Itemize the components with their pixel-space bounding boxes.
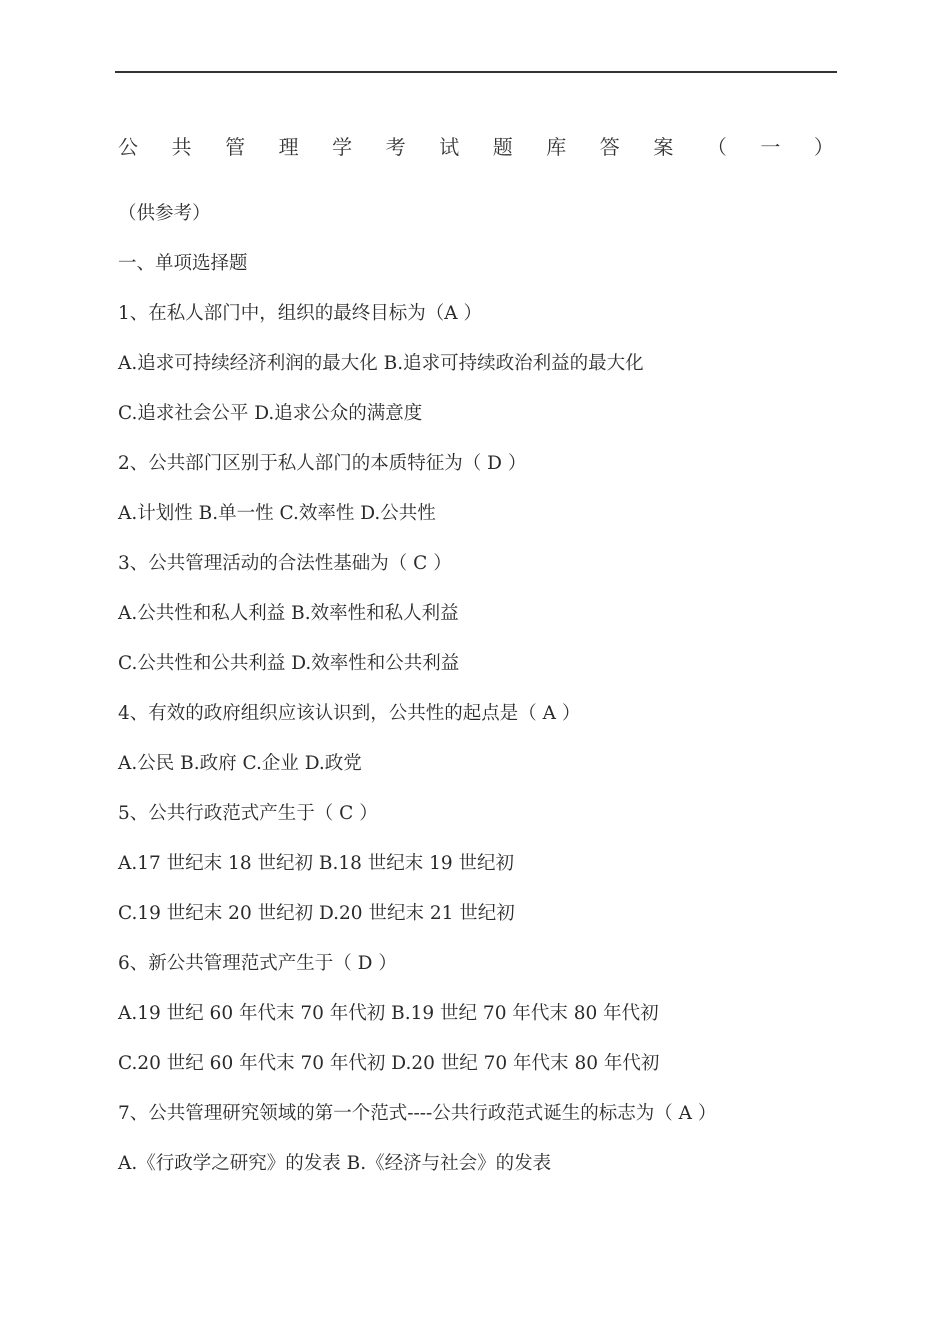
title-char: 一 <box>760 134 781 159</box>
question-7-options-ab: A.《行政学之研究》的发表 B.《经济与社会》的发表 <box>118 1153 552 1174</box>
title-char: 案 <box>653 134 674 159</box>
title-char: 学 <box>332 134 353 159</box>
title-char: 试 <box>439 134 460 159</box>
question-2: 2、公共部门区别于私人部门的本质特征为（ D ） <box>118 453 527 474</box>
section-heading: 一、单项选择题 <box>118 253 248 274</box>
question-3: 3、公共管理活动的合法性基础为（ C ） <box>118 553 452 574</box>
question-7: 7、公共管理研究领域的第一个范式----公共行政范式诞生的标志为（ A ） <box>118 1103 717 1124</box>
question-5: 5、公共行政范式产生于（ C ） <box>118 803 378 824</box>
question-4-options: A.公民 B.政府 C.企业 D.政党 <box>118 753 362 774</box>
title-char: 答 <box>599 134 620 159</box>
title-char: ） <box>813 134 834 159</box>
question-6-options-ab: A.19 世纪 60 年代末 70 年代初 B.19 世纪 70 年代末 80 年代初 <box>118 1003 659 1024</box>
question-6-options-cd: C.20 世纪 60 年代末 70 年代初 D.20 世纪 70 年代末 80 年代初 <box>118 1053 660 1074</box>
question-1: 1、在私人部门中，组织的最终目标为（A ） <box>118 303 483 324</box>
question-3-options-cd: C.公共性和公共利益 D.效率性和公共利益 <box>118 653 460 674</box>
question-2-options: A.计划性 B.单一性 C.效率性 D.公共性 <box>118 503 436 524</box>
question-5-options-ab: A.17 世纪末 18 世纪初 B.18 世纪末 19 世纪初 <box>118 853 515 874</box>
question-5-options-cd: C.19 世纪末 20 世纪初 D.20 世纪末 21 世纪初 <box>118 903 515 924</box>
document-body <box>118 196 918 1196</box>
title-char: 理 <box>278 134 299 159</box>
title-char: 共 <box>171 134 192 159</box>
title-char: （ <box>706 134 727 159</box>
question-1-options-cd: C.追求社会公平 D.追求公众的满意度 <box>118 403 423 424</box>
reference-note: （供参考） <box>118 203 211 224</box>
question-1-options-ab: A.追求可持续经济利润的最大化 B.追求可持续政治利益的最大化 <box>118 353 644 374</box>
question-6: 6、新公共管理范式产生于（ D ） <box>118 953 397 974</box>
question-3-options-ab: A.公共性和私人利益 B.效率性和私人利益 <box>118 603 459 624</box>
header-rule <box>115 71 837 73</box>
title-char: 考 <box>385 134 406 159</box>
title-char: 题 <box>492 134 513 159</box>
page-title <box>118 128 834 162</box>
title-char: 库 <box>546 134 567 159</box>
question-4: 4、有效的政府组织应该认识到，公共性的起点是（ A ） <box>118 703 581 724</box>
title-char: 公 <box>118 134 138 159</box>
title-char: 管 <box>225 134 246 159</box>
